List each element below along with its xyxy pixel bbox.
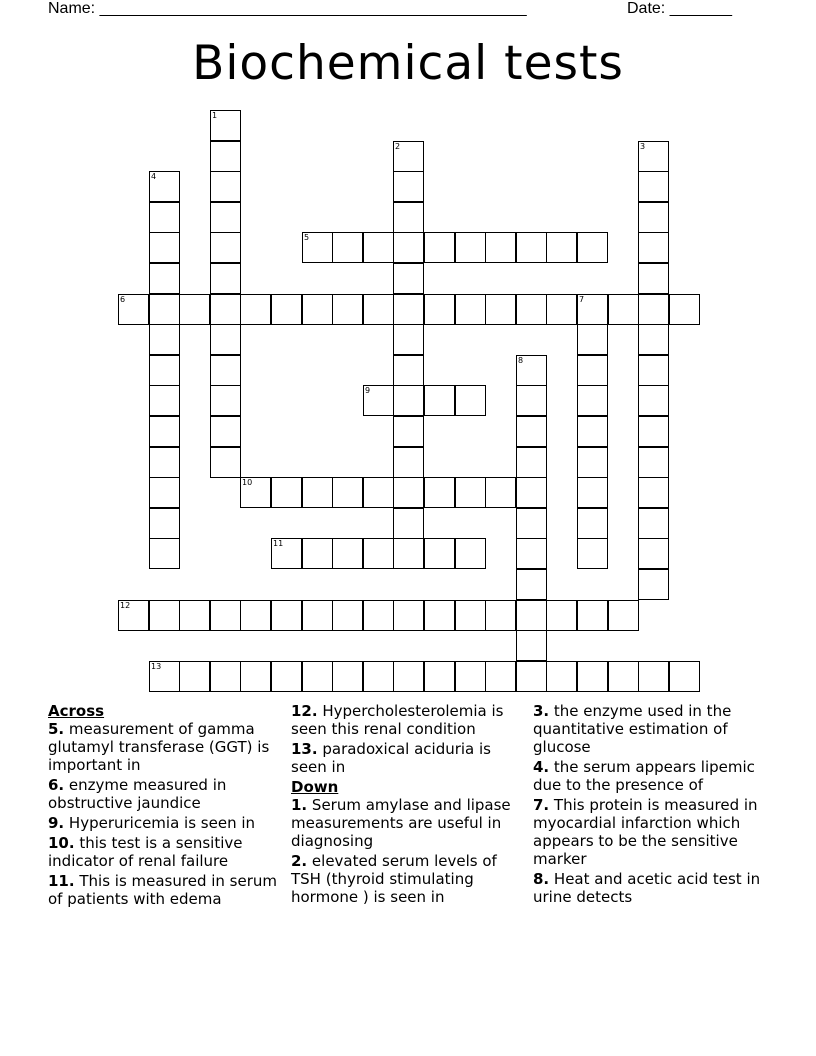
clue-across-5 [48,720,282,774]
grid-cell[interactable] [393,355,424,386]
grid-cell[interactable] [393,661,424,692]
grid-cell[interactable] [638,477,669,508]
grid-cell[interactable] [363,232,394,263]
grid-cell[interactable] [577,477,608,508]
grid-cell[interactable] [577,661,608,692]
grid-cell[interactable] [577,538,608,569]
grid-cell[interactable] [210,294,241,325]
clues-column-3 [533,702,773,908]
grid-cell[interactable] [638,416,669,447]
grid-cell[interactable] [608,294,639,325]
grid-cell[interactable] [638,202,669,233]
grid-cell[interactable] [393,141,424,172]
grid-cell[interactable] [638,294,669,325]
clue-text: this test is a sensitive indicator of renal failure [48,834,243,870]
clue-text: Hyperuricemia is seen in [68,814,256,832]
clue-number: 3. [533,702,550,720]
grid-cell[interactable] [516,232,547,263]
grid-cell[interactable] [363,600,394,631]
down-heading: Down [291,778,339,796]
grid-cell[interactable] [669,294,700,325]
grid-cell[interactable] [393,600,424,631]
grid-cell[interactable] [669,661,700,692]
clue-down-3 [533,702,773,756]
grid-cell[interactable] [210,385,241,416]
clue-text: the enzyme used in the quantitative estimation of glucose [533,702,732,756]
grid-cell[interactable] [516,661,547,692]
grid-cell[interactable] [516,385,547,416]
grid-cell[interactable] [210,600,241,631]
grid-cell[interactable] [455,538,486,569]
grid-cell[interactable] [149,294,180,325]
grid-cell[interactable] [210,416,241,447]
grid-cell[interactable] [424,477,455,508]
grid-cell[interactable] [210,202,241,233]
grid-cell[interactable] [363,538,394,569]
cell-number: 12 [120,601,131,610]
clue-across-12 [291,702,523,738]
grid-cell[interactable] [577,385,608,416]
clue-text: Heat and acetic acid test in urine detects [533,870,761,906]
grid-cell[interactable] [577,447,608,478]
grid-cell[interactable] [363,477,394,508]
grid-cell[interactable] [424,538,455,569]
grid-cell[interactable] [210,447,241,478]
grid-cell[interactable] [546,600,577,631]
grid-cell[interactable] [149,232,180,263]
clue-down-8 [533,870,773,906]
grid-cell[interactable] [608,661,639,692]
grid-cell[interactable] [393,538,424,569]
cell-number: 4 [151,172,157,181]
grid-cell[interactable] [332,232,363,263]
clue-across-9 [48,814,282,832]
grid-cell[interactable] [210,324,241,355]
grid-cell[interactable] [455,477,486,508]
grid-cell[interactable] [179,600,210,631]
clue-text: enzyme measured in obstructive jaundice [48,776,227,812]
clue-down-1 [291,796,523,850]
cell-number: 5 [304,233,310,242]
grid-cell[interactable] [455,661,486,692]
grid-cell[interactable] [271,477,302,508]
grid-cell[interactable] [332,538,363,569]
cell-number: 13 [151,662,162,671]
grid-cell[interactable] [638,141,669,172]
clues-column-1 [48,702,282,910]
grid-cell[interactable] [271,661,302,692]
grid-cell[interactable] [118,600,149,631]
grid-cell[interactable] [149,447,180,478]
clue-number: 5. [48,720,65,738]
clue-text: Serum amylase and lipase measurements are useful in diagnosing [291,796,511,850]
grid-cell[interactable] [546,294,577,325]
grid-cell[interactable] [577,600,608,631]
grid-cell[interactable] [638,355,669,386]
grid-cell[interactable] [485,600,516,631]
grid-cell[interactable] [118,294,149,325]
clue-down-7 [533,796,773,868]
grid-cell[interactable] [546,232,577,263]
grid-cell[interactable] [485,661,516,692]
grid-cell[interactable] [516,477,547,508]
date-field-label: Date: _______ [627,0,732,17]
grid-cell[interactable] [179,294,210,325]
grid-cell[interactable] [455,385,486,416]
grid-cell[interactable] [516,569,547,600]
grid-cell[interactable] [149,385,180,416]
clue-across-6 [48,776,282,812]
cell-number: 1 [212,111,218,120]
grid-cell[interactable] [485,294,516,325]
grid-cell[interactable] [424,294,455,325]
grid-cell[interactable] [455,294,486,325]
grid-cell[interactable] [332,477,363,508]
grid-cell[interactable] [363,294,394,325]
grid-cell[interactable] [210,661,241,692]
grid-cell[interactable] [638,171,669,202]
grid-cell[interactable] [424,600,455,631]
grid-cell[interactable] [149,324,180,355]
grid-cell[interactable] [393,416,424,447]
grid-cell[interactable] [149,538,180,569]
clue-number: 8. [533,870,550,888]
grid-cell[interactable] [240,661,271,692]
grid-cell[interactable] [608,600,639,631]
grid-cell[interactable] [271,538,302,569]
grid-cell[interactable] [149,263,180,294]
clues-column-2 [291,702,523,908]
cell-number: 10 [242,478,253,487]
clue-text: This protein is measured in myocardial infarction which appears to be the sensitive marker [533,796,758,868]
clue-down-4 [533,758,773,794]
grid-cell[interactable] [302,538,333,569]
grid-cell[interactable] [424,232,455,263]
grid-cell[interactable] [393,324,424,355]
grid-cell[interactable] [210,141,241,172]
clue-number: 7. [533,796,550,814]
grid-cell[interactable] [516,600,547,631]
grid-cell[interactable] [302,661,333,692]
across-heading: Across [48,702,105,720]
grid-cell[interactable] [149,508,180,539]
grid-cell[interactable] [149,661,180,692]
grid-cell[interactable] [393,294,424,325]
grid-cell[interactable] [393,508,424,539]
clue-number: 12. [291,702,318,720]
clue-text: paradoxical aciduria is seen in [291,740,491,776]
grid-cell[interactable] [546,661,577,692]
cell-number: 2 [395,142,401,151]
clue-number: 10. [48,834,75,852]
grid-cell[interactable] [516,538,547,569]
cell-number: 3 [640,142,646,151]
grid-cell[interactable] [210,263,241,294]
grid-cell[interactable] [516,294,547,325]
clue-number: 6. [48,776,65,794]
grid-cell[interactable] [271,294,302,325]
grid-cell[interactable] [210,232,241,263]
grid-cell[interactable] [149,171,180,202]
cell-number: 9 [365,386,371,395]
page-title: Biochemical tests [192,36,624,91]
grid-cell[interactable] [302,477,333,508]
grid-cell[interactable] [179,661,210,692]
grid-cell[interactable] [210,110,241,141]
grid-cell[interactable] [302,600,333,631]
clue-text: elevated serum levels of TSH (thyroid stimulating hormone ) is seen in [291,852,497,906]
grid-cell[interactable] [638,508,669,539]
clue-number: 4. [533,758,550,776]
clue-number: 9. [48,814,65,832]
grid-cell[interactable] [363,385,394,416]
grid-cell[interactable] [455,232,486,263]
grid-cell[interactable] [577,416,608,447]
grid-cell[interactable] [393,385,424,416]
clue-number: 13. [291,740,318,758]
clue-text: Hypercholesterolemia is seen this renal condition [291,702,504,738]
grid-cell[interactable] [516,508,547,539]
grid-cell[interactable] [577,232,608,263]
grid-cell[interactable] [393,447,424,478]
clue-text: the serum appears lipemic due to the presence of [533,758,755,794]
grid-cell[interactable] [302,294,333,325]
grid-cell[interactable] [332,600,363,631]
grid-cell[interactable] [210,355,241,386]
clue-across-13 [291,740,523,776]
grid-cell[interactable] [332,294,363,325]
clue-number: 11. [48,872,75,890]
grid-cell[interactable] [302,232,333,263]
grid-cell[interactable] [240,294,271,325]
clue-down-2 [291,852,523,906]
grid-cell[interactable] [516,447,547,478]
clue-number: 1. [291,796,308,814]
name-field-label: Name: ________________________________________________ [48,0,527,17]
cell-number: 8 [518,356,524,365]
grid-cell[interactable] [149,416,180,447]
clue-across-10 [48,834,282,870]
grid-cell[interactable] [638,538,669,569]
grid-cell[interactable] [271,600,302,631]
grid-cell[interactable] [149,600,180,631]
grid-cell[interactable] [638,661,669,692]
grid-cell[interactable] [638,447,669,478]
grid-cell[interactable] [577,294,608,325]
grid-cell[interactable] [149,477,180,508]
grid-cell[interactable] [393,171,424,202]
cell-number: 7 [579,295,585,304]
clue-number: 2. [291,852,308,870]
grid-cell[interactable] [455,600,486,631]
grid-cell[interactable] [149,355,180,386]
grid-cell[interactable] [424,385,455,416]
clue-text: This is measured in serum of patients with edema [48,872,278,908]
grid-cell[interactable] [638,324,669,355]
clue-across-11 [48,872,282,908]
cell-number: 6 [120,295,126,304]
grid-cell[interactable] [424,661,455,692]
grid-cell[interactable] [516,355,547,386]
grid-cell[interactable] [577,355,608,386]
grid-cell[interactable] [516,416,547,447]
grid-cell[interactable] [240,600,271,631]
grid-cell[interactable] [393,263,424,294]
grid-cell[interactable] [393,477,424,508]
grid-cell[interactable] [638,232,669,263]
cell-number: 11 [273,539,284,548]
grid-cell[interactable] [210,171,241,202]
grid-cell[interactable] [149,202,180,233]
grid-cell[interactable] [393,232,424,263]
grid-cell[interactable] [638,263,669,294]
grid-cell[interactable] [485,477,516,508]
grid-cell[interactable] [393,202,424,233]
grid-cell[interactable] [638,569,669,600]
grid-cell[interactable] [638,385,669,416]
grid-cell[interactable] [577,324,608,355]
grid-cell[interactable] [240,477,271,508]
grid-cell[interactable] [363,661,394,692]
grid-cell[interactable] [577,508,608,539]
grid-cell[interactable] [332,661,363,692]
grid-cell[interactable] [516,630,547,661]
grid-cell[interactable] [485,232,516,263]
clue-text: measurement of gamma glutamyl transferase (GGT) is important in [48,720,270,774]
